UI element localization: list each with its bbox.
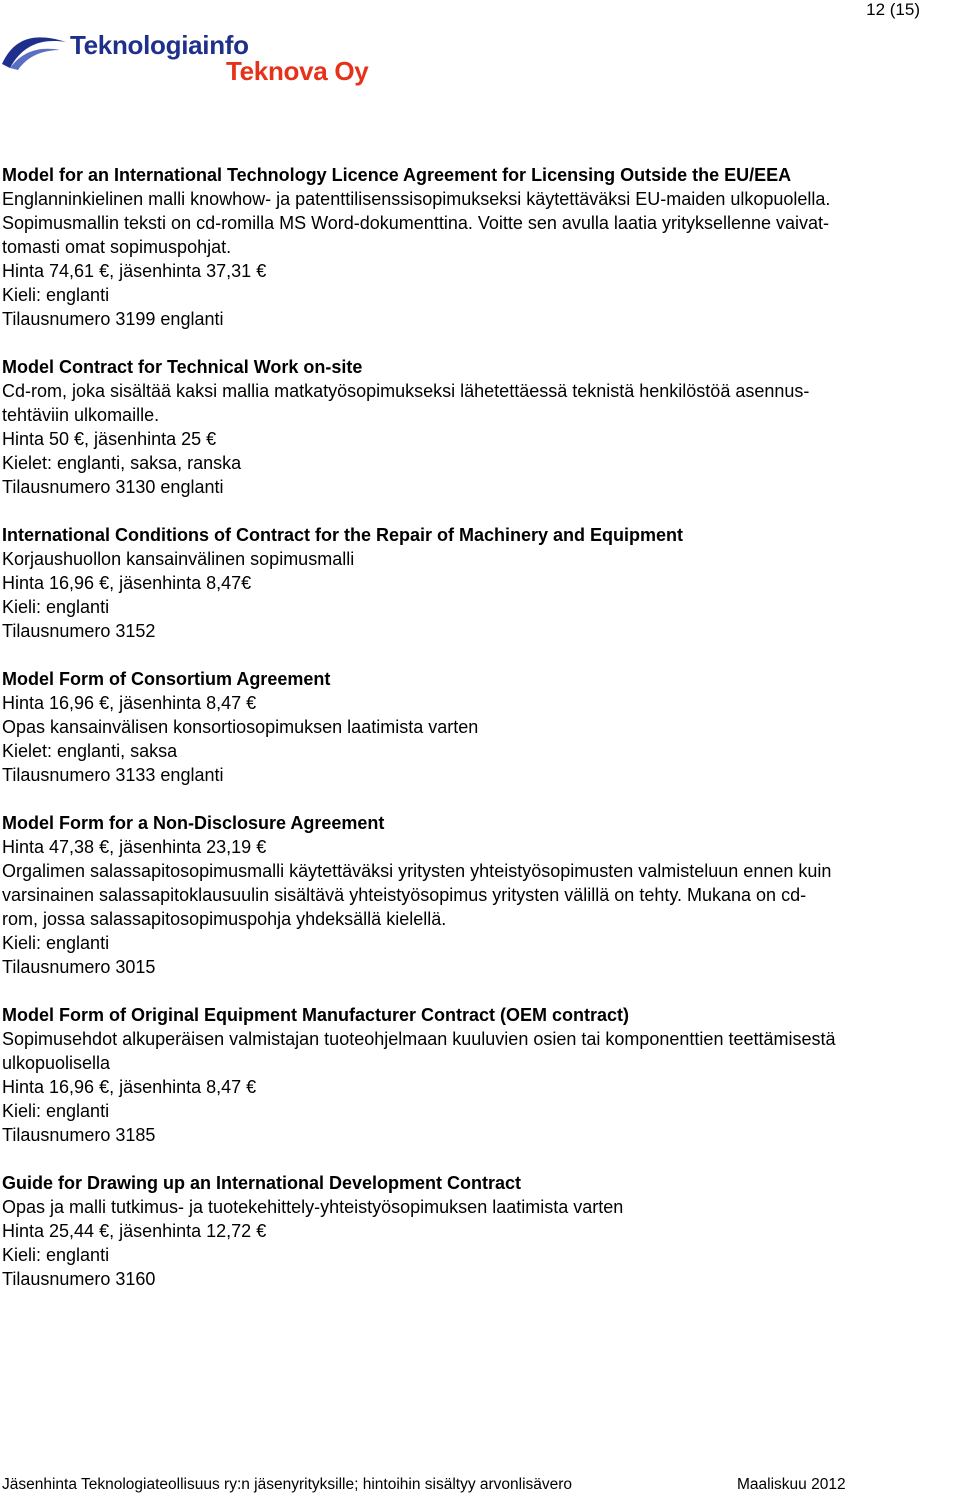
product-order-number: Tilausnumero 3160: [2, 1269, 156, 1289]
product-language: Kieli: englanti: [2, 1101, 110, 1121]
product-entry: [2, 523, 958, 643]
page-number: 12 (15): [866, 0, 920, 19]
product-language: Kielet: englanti, saksa: [2, 741, 178, 761]
product-price: Hinta 50 €, jäsenhinta 25 €: [2, 429, 217, 449]
product-language: Kielet: englanti, saksa, ranska: [2, 453, 242, 473]
product-entry: [2, 811, 958, 979]
product-price: Hinta 74,61 €, jäsenhinta 37,31 €: [2, 261, 267, 281]
product-description: tehtäviin ulkomaille.: [2, 405, 160, 425]
product-order-number: Tilausnumero 3015: [2, 957, 156, 977]
product-price: Hinta 47,38 €, jäsenhinta 23,19 €: [2, 837, 267, 857]
product-description: tomasti omat sopimuspohjat.: [2, 237, 232, 257]
logo-text-teknologiainfo: Teknologiainfo: [70, 30, 249, 60]
footer-date: Maaliskuu 2012: [737, 1476, 846, 1493]
product-order-number: Tilausnumero 3130 englanti: [2, 477, 224, 497]
footer-price-note: Jäsenhinta Teknologiateollisuus ry:n jäsenyrityksille; hintoihin sisältyy arvonlisävero: [2, 1476, 573, 1493]
product-title: Model Form for a Non-Disclosure Agreement: [2, 813, 385, 833]
product-title: Guide for Drawing up an International Development Contract: [2, 1173, 522, 1193]
product-entry: [2, 667, 958, 787]
product-order-number: Tilausnumero 3152: [2, 621, 156, 641]
product-description: rom, jossa salassapitosopimuspohja yhdeksällä kielellä.: [2, 909, 447, 929]
product-description: Opas ja malli tutkimus- ja tuotekehittely-yhteistyösopimuksen laatimista varten: [2, 1197, 624, 1217]
product-language: Kieli: englanti: [2, 933, 110, 953]
product-order-number: Tilausnumero 3199 englanti: [2, 309, 224, 329]
logo-swoosh-icon: [0, 24, 70, 74]
product-entry: [2, 163, 958, 331]
company-logo: [0, 10, 400, 86]
product-description: Cd-rom, joka sisältää kaksi mallia matkatyösopimukseksi lähetettäessä teknistä henkilöstöä asennus-: [2, 381, 810, 401]
product-price: Hinta 16,96 €, jäsenhinta 8,47 €: [2, 1077, 257, 1097]
product-order-number: Tilausnumero 3185: [2, 1125, 156, 1145]
logo-text-teknova: Teknova Oy: [226, 56, 369, 86]
product-title: Model Form of Consortium Agreement: [2, 669, 331, 689]
product-title: Model Contract for Technical Work on-site: [2, 357, 363, 377]
product-entry: [2, 355, 958, 499]
product-description: Orgalimen salassapitosopimusmalli käytettäväksi yritysten yhteistyösopimusten valmisteluun ennen kuin: [2, 861, 832, 881]
product-description: Opas kansainvälisen konsortiosopimuksen laatimista varten: [2, 717, 479, 737]
product-description: varsinainen salassapitoklausuulin sisältävä yhteistyösopimus yritysten välillä on tehty. Mukana on cd-: [2, 885, 807, 905]
product-price: Hinta 25,44 €, jäsenhinta 12,72 €: [2, 1221, 267, 1241]
product-title: Model for an International Technology Licence Agreement for Licensing Outside the EU/EEA: [2, 165, 792, 185]
product-language: Kieli: englanti: [2, 285, 110, 305]
product-description: Korjaushuollon kansainvälinen sopimusmalli: [2, 549, 355, 569]
product-description: ulkopuolisella: [2, 1053, 111, 1073]
product-title: Model Form of Original Equipment Manufacturer Contract (OEM contract): [2, 1005, 630, 1025]
product-price: Hinta 16,96 €, jäsenhinta 8,47€: [2, 573, 252, 593]
product-order-number: Tilausnumero 3133 englanti: [2, 765, 224, 785]
product-entry: [2, 1003, 958, 1147]
product-language: Kieli: englanti: [2, 1245, 110, 1265]
product-language: Kieli: englanti: [2, 597, 110, 617]
product-title: International Conditions of Contract for the Repair of Machinery and Equipment: [2, 525, 684, 545]
product-list: [2, 163, 958, 1315]
product-description: Sopimusmallin teksti on cd-romilla MS Word-dokumenttina. Voitte sen avulla laatia yrityksellenne vaivat-: [2, 213, 830, 233]
product-description: Englanninkielinen malli knowhow- ja patenttilisenssisopimukseksi käytettäväksi EU-maiden ulkopuolella.: [2, 189, 831, 209]
product-entry: [2, 1171, 958, 1291]
product-price: Hinta 16,96 €, jäsenhinta 8,47 €: [2, 693, 257, 713]
product-description: Sopimusehdot alkuperäisen valmistajan tuoteohjelmaan kuuluvien osien tai komponenttien teettämisestä: [2, 1029, 836, 1049]
